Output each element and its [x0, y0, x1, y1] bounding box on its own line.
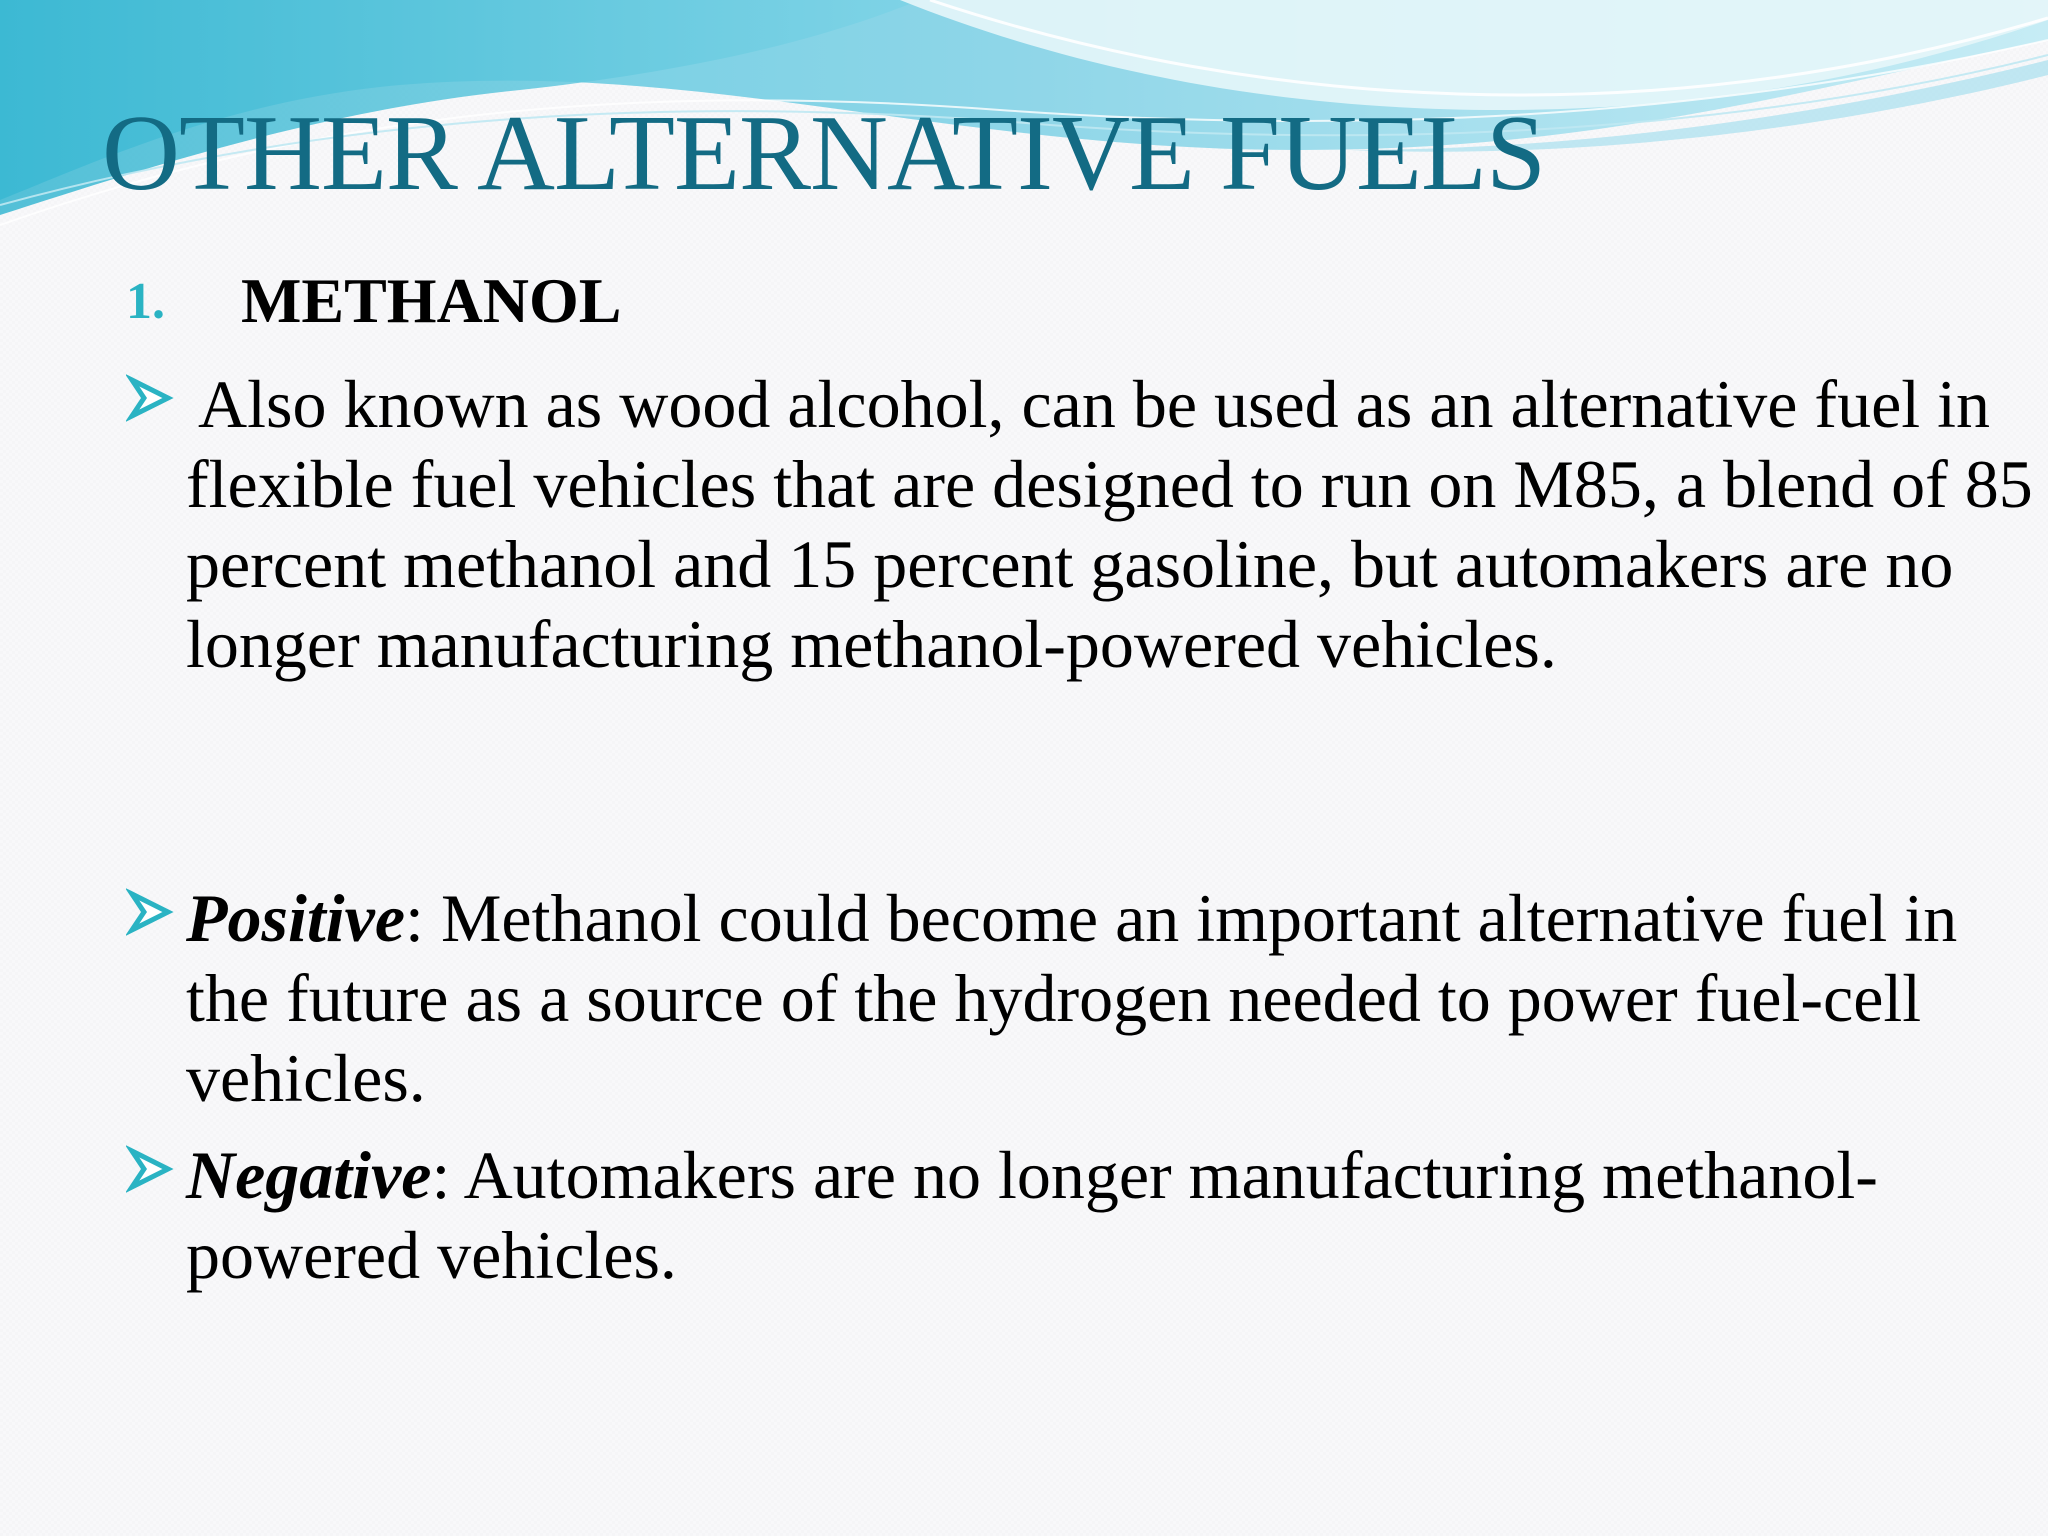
bullet-item	[126, 1135, 2036, 1295]
arrowhead-bullet-icon	[126, 1145, 174, 1193]
slide-title: OTHER ALTERNATIVE FUELS	[102, 94, 1546, 213]
section-label: METHANOL	[241, 265, 622, 336]
bullet-text: : Methanol could become an important alternative fuel in the future as a source of the hydrogen needed to power fuel-cell vehicles.	[186, 880, 1958, 1116]
arrowhead-bullet-icon	[126, 888, 174, 936]
bullet-term: Negative	[186, 1137, 432, 1213]
bullet-item	[126, 364, 2036, 684]
bullet-text: : Automakers are no longer manufacturing methanol-powered vehicles.	[186, 1137, 1878, 1293]
bullet-text: Also known as wood alcohol, can be used as an alternative fuel in flexible fuel vehicles that are designed to run on M85, a blend of 85 percent methanol and 15 percent gasoline, but automakers are no longer manufacturing methanol-powered vehicles.	[186, 366, 2033, 682]
section-heading	[126, 265, 622, 336]
arrowhead-bullet-icon	[126, 374, 174, 422]
bullet-item	[126, 878, 2036, 1118]
bullet-term: Positive	[186, 880, 406, 956]
section-number: 1.	[126, 273, 165, 330]
